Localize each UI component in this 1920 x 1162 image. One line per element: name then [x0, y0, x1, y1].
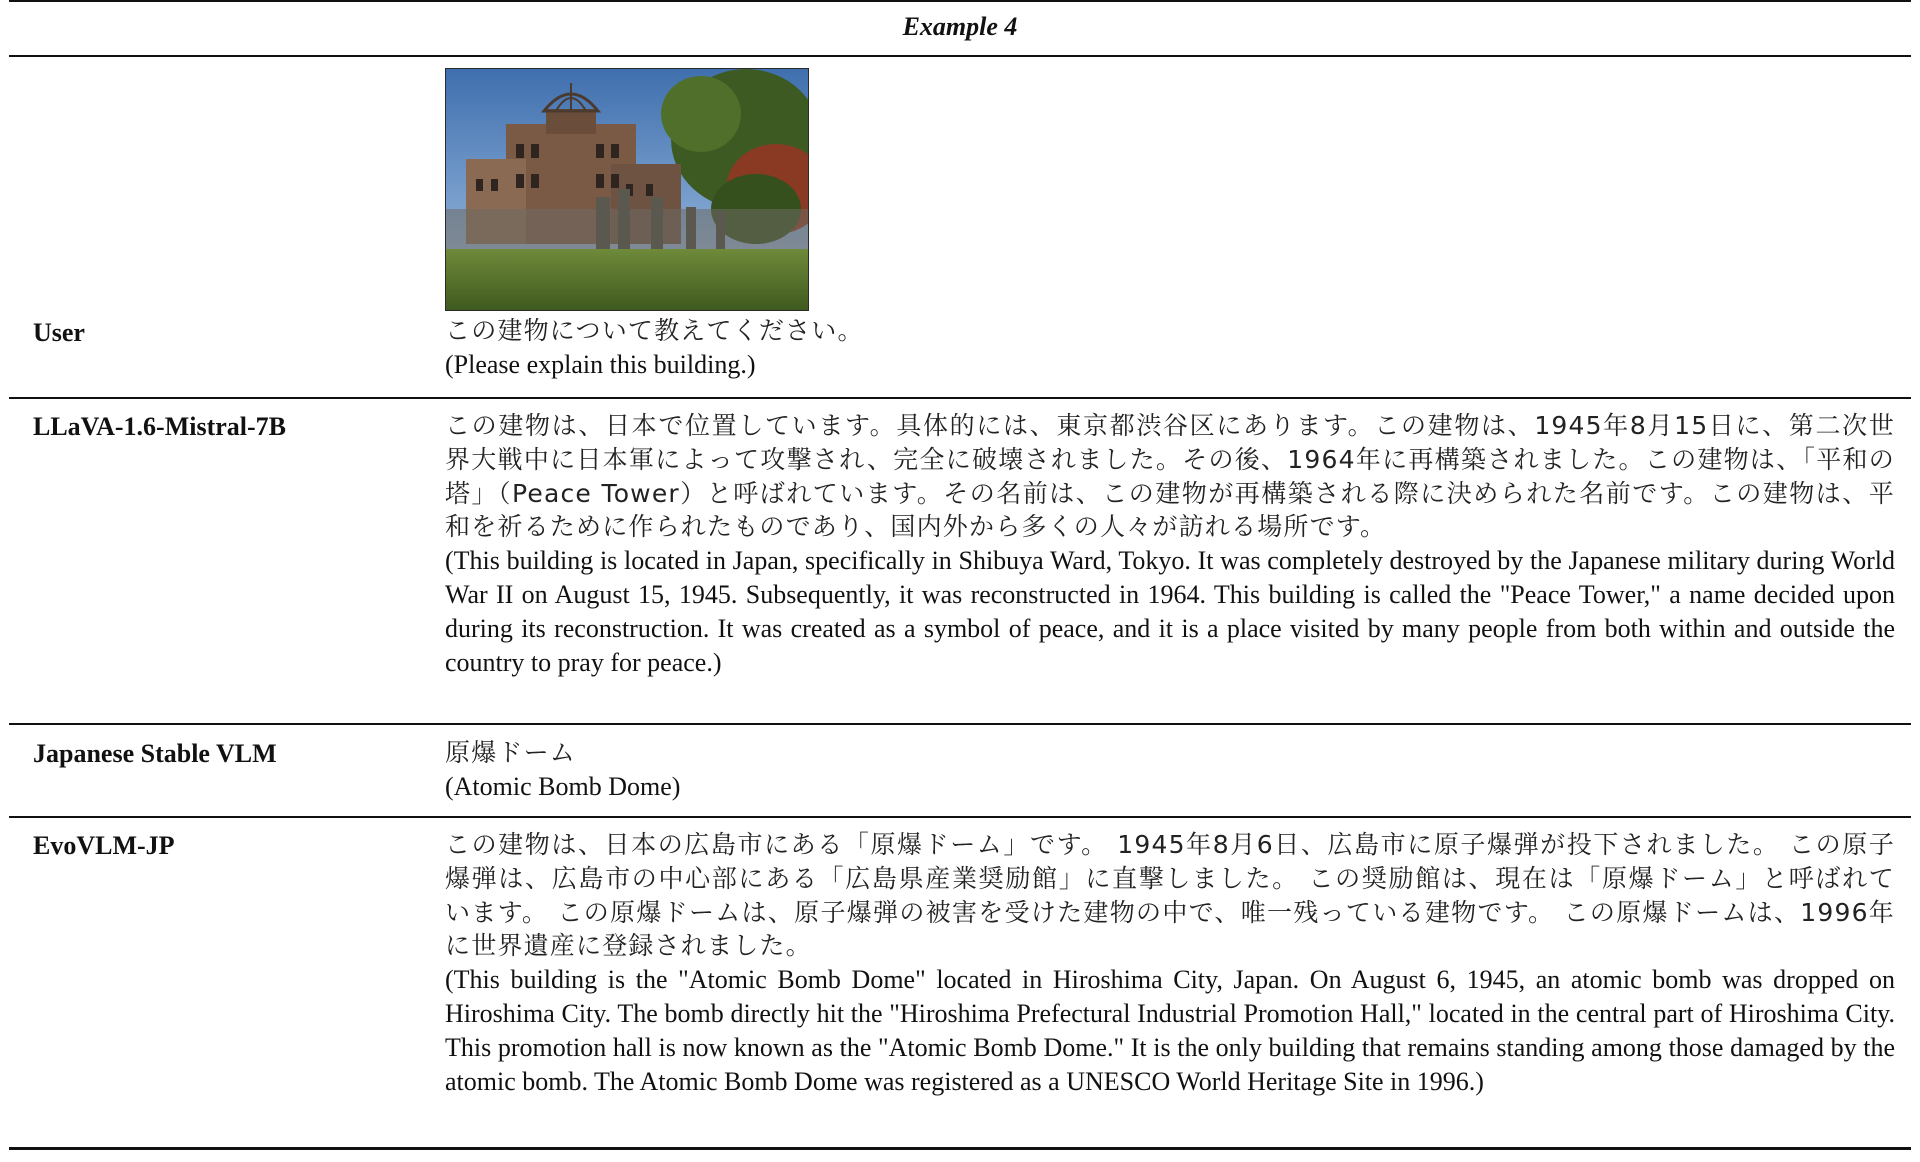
row-divider — [9, 397, 1911, 399]
table-bottom-rule — [9, 1147, 1911, 1150]
stable-vlm-answer-english: (Atomic Bomb Dome) — [445, 771, 681, 801]
row-divider — [9, 723, 1911, 725]
user-prompt-english: (Please explain this building.) — [445, 349, 756, 379]
table-top-rule — [9, 0, 1911, 2]
evovlm-answer-english: (This building is the "Atomic Bomb Dome" located in Hiroshima City, Japan. On August 6, 1945, an atomic bomb was dropped on Hiroshima City. The bomb directly hit the "Hiroshima Prefectural Industrial Promotion Hall," located in the central part of Hiroshima City. This promotion hall is now known as the "Atomic Bomb Dome." It is the only building that remains standing among those damaged by the atomic bomb. The Atomic Bomb Dome was registered as a UNESCO World Heritage Site in 1996.) — [445, 965, 1895, 1096]
row-label-japanese-stable-vlm: Japanese Stable VLM — [33, 739, 277, 768]
evovlm-answer-japanese: この建物は、日本の広島市にある「原爆ドーム」です。 1945年8月6日、広島市に原子爆弾が投下されました。 この原子爆弾は、広島市の中心部にある「広島県産業奨励館」に直撃しました。 この奨励館は、現在は「原爆ドーム」と呼ばれています。 この原爆ドームは、原子爆弾の被害を受けた建物の中で、唯一残っている建物です。 この原爆ドームは、1996年に世界遺産に登録されました。 — [445, 830, 1895, 961]
row-label-evovlm-jp: EvoVLM-JP — [33, 831, 175, 860]
row-label-user: User — [33, 318, 85, 347]
row-content-evovlm-jp — [445, 828, 1895, 1098]
llava-answer-japanese: この建物は、日本で位置しています。具体的には、東京都渋谷区にあります。この建物は、1945年8月15日に、第二次世界大戦中に日本軍によって攻撃され、完全に破壊されました。その後、1964年に再構築されました。この建物は、「平和の塔」（Peace Tower）と呼ばれています。その名前は、この建物が再構築される際に決められた名前です。この建物は、平和を祈るために作られたものであり、国内外から多くの人々が訪れる場所です。 — [445, 411, 1895, 542]
user-prompt-japanese: この建物について教えてください。 — [445, 316, 864, 345]
row-label-llava: LLaVA-1.6-Mistral-7B — [33, 412, 287, 441]
building-photo — [445, 68, 809, 311]
table-caption: Example 4 — [902, 12, 1018, 41]
row-divider — [9, 816, 1911, 818]
building-photo-icon — [446, 69, 808, 310]
row-content-user — [445, 314, 1895, 382]
header-rule — [9, 55, 1911, 57]
example-table — [9, 0, 1911, 1162]
row-content-japanese-stable-vlm — [445, 736, 1895, 804]
row-content-llava — [445, 409, 1895, 679]
llava-answer-english: (This building is located in Japan, specifically in Shibuya Ward, Tokyo. It was completely destroyed by the Japanese military during World War II on August 15, 1945. Subsequently, it was reconstructed in 1964. This building is called the "Peace Tower," a name decided upon during its reconstruction. It was created as a symbol of peace, and it is a place visited by many people from both within and outside the country to pray for peace.) — [445, 546, 1895, 677]
stable-vlm-answer-japanese: 原爆ドーム — [445, 738, 577, 767]
